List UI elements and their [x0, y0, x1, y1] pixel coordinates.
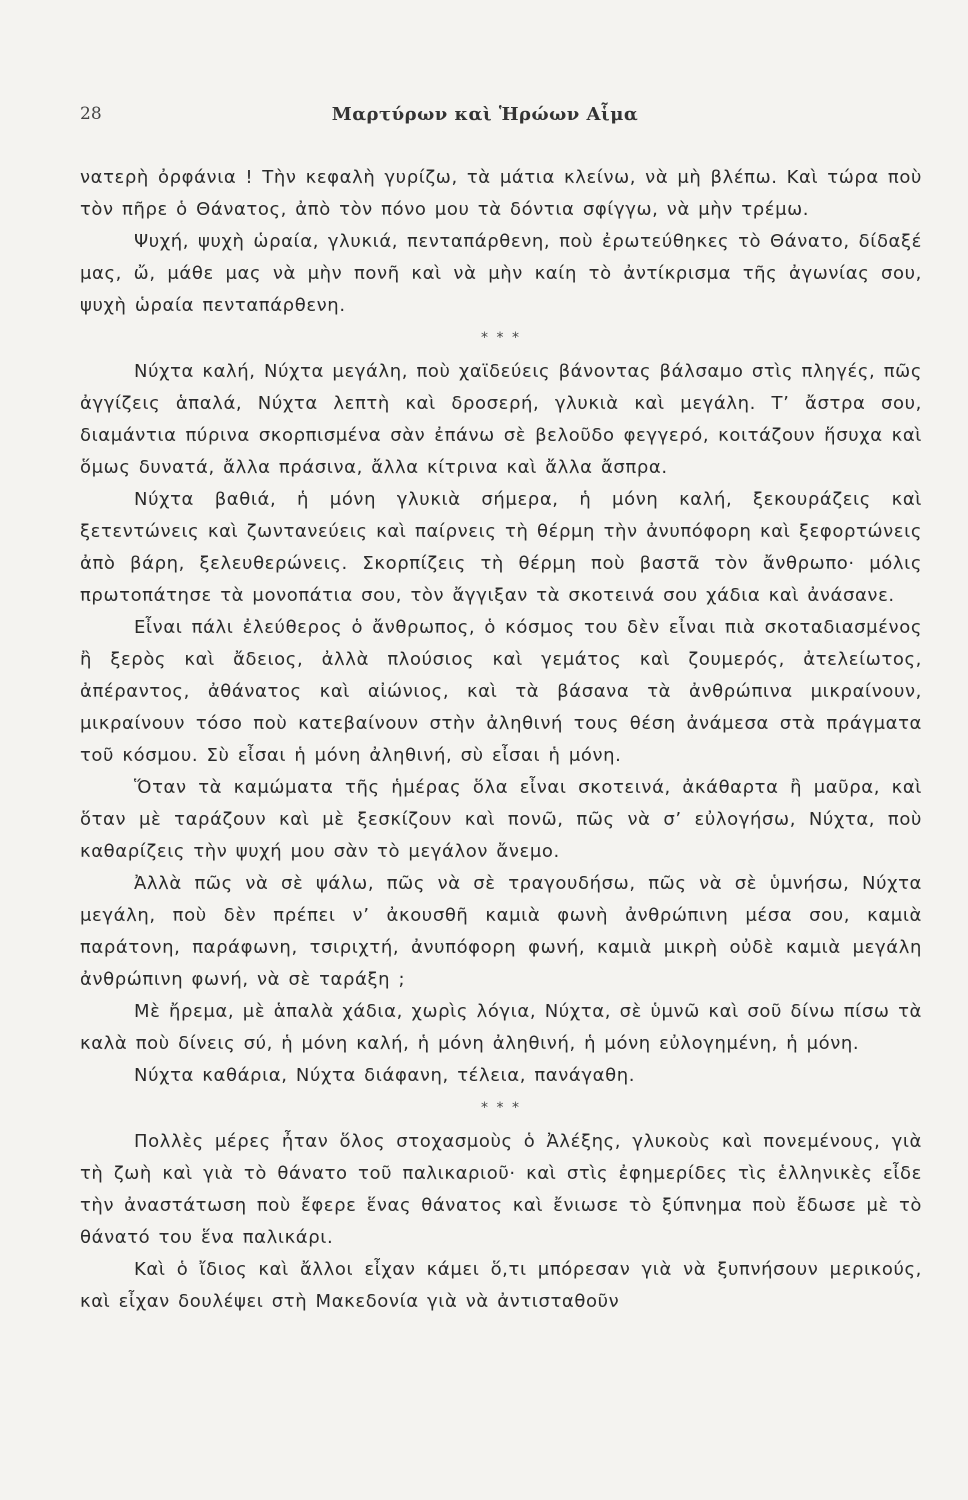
paragraph-8: Μὲ ἤρεμα, μὲ ἁπαλὰ χάδια, χωρὶς λόγια, Νύχτα, σὲ ὑμνῶ καὶ σοῦ δίνω πίσω τὰ καλὰ ποὺ δίνεις σύ, ἡ μόνη καλή, ἡ μόνη ἀληθινή, ἡ μόνη εὐλογημένη, ἡ μόνη.	[80, 1001, 922, 1054]
page-number: 28	[80, 104, 102, 124]
section-separator-2: * * *	[481, 1100, 521, 1116]
running-title: Μαρτύρων καὶ Ἡρώων Αἷμα	[331, 104, 639, 125]
paragraph-10: Πολλὲς μέρες ἦταν ὅλος στοχασμοὺς ὁ Ἀλέξης, γλυκοὺς καὶ πονεμένους, γιὰ τὴ ζωὴ καὶ γιὰ τὸ θάνατο τοῦ παλικαριοῦ· καὶ στὶς ἐφημερίδες τὶς ἑλληνικὲς εἶδε τὴν ἀναστάτωση ποὺ ἔφερε ἕνας θάνατος καὶ ἔνιωσε τὸ ξύπνημα ποὺ ἔδωσε μὲ τὸ θάνατό του ἕνα παλικάρι.	[80, 1131, 922, 1248]
paragraph-5: Εἶναι πάλι ἐλεύθερος ὁ ἄνθρωπος, ὁ κόσμος του δὲν εἶναι πιὰ σκοταδιασμένος ἢ ξερὸς καὶ ἄδειος, ἀλλὰ πλούσιος καὶ γεμάτος καὶ ζουμερός, ἀτελείωτος, ἀπέραντος, ἀθάνατος καὶ αἰώνιος, καὶ τὰ βάσανα τὰ ἀνθρώπινα μικραίνουν, μικραίνουν τόσο ποὺ κατεβαίνουν στὴν ἀληθινή τους θέση ἀνάμεσα στὰ πράγματα τοῦ κόσμου. Σὺ εἶσαι ἡ μόνη ἀληθινή, σὺ εἶσαι ἡ μόνη.	[80, 617, 922, 766]
page-header	[78, 98, 892, 134]
paragraph-2: Ψυχή, ψυχὴ ὡραία, γλυκιά, πενταπάρθενη, ποὺ ἐρωτεύθηκες τὸ Θάνατο, δίδαξέ μας, ὤ, μάθε μας νὰ μὴν πονῆ καὶ νὰ μὴν καίη τὸ ἀντίκρισμα τῆς ἀγωνίας σου, ψυχὴ ὡραία πενταπάρθενη.	[80, 231, 922, 316]
paragraph-11: Καὶ ὁ ἴδιος καὶ ἄλλοι εἶχαν κάμει ὅ,τι μπόρεσαν γιὰ νὰ ξυπνήσουν μερικούς, καὶ εἶχαν δουλέψει στὴ Μακεδονία γιὰ νὰ ἀντισταθοῦν	[80, 1259, 922, 1312]
paragraph-4: Νύχτα βαθιά, ἡ μόνη γλυκιὰ σήμερα, ἡ μόνη καλή, ξεκουράζεις καὶ ξετεντώνεις καὶ ζωντανεύεις καὶ παίρνεις τὴ θέρμη τὴν ἀνυπόφορη καὶ ξεφορτώνεις ἀπὸ βάρη, ξελευθερώνεις. Σκορπίζεις τὴ θέρμη ποὺ βαστᾶ τὸν ἄνθρωπο· μόλις πρωτοπάτησε τὰ μονοπάτια σου, τὸν ἄγγιξαν τὰ σκοτεινά σου χάδια καὶ ἀνάσανε.	[80, 489, 922, 606]
paragraph-9: Νύχτα καθάρια, Νύχτα διάφανη, τέλεια, πανάγαθη.	[134, 1065, 636, 1086]
paragraph-7: Ἀλλὰ πῶς νὰ σὲ ψάλω, πῶς νὰ σὲ τραγουδήσω, πῶς νὰ σὲ ὑμνήσω, Νύχτα μεγάλη, ποὺ δὲν πρέπει ν’ ἀκουσθῆ καμιὰ φωνὴ ἀνθρώπινη μέσα σου, καμιὰ παράτονη, παράφωνη, τσιριχτή, ἀνυπόφορη φωνή, καμιὰ μικρὴ οὐδὲ καμιὰ μεγάλη ἀνθρώπινη φωνή, νὰ σὲ ταράξη ;	[80, 873, 922, 990]
page-body	[80, 162, 922, 1318]
section-separator-1: * * *	[481, 330, 521, 346]
paragraph-1: νατερὴ ὀρφάνια ! Τὴν κεφαλὴ γυρίζω, τὰ μάτια κλείνω, νὰ μὴ βλέπω. Καὶ τώρα ποὺ τὸν πῆρε ὁ Θάνατος, ἀπὸ τὸν πόνο μου τὰ δόντια σφίγγω, νὰ μὴν τρέμω.	[80, 167, 922, 220]
paragraph-3: Νύχτα καλή, Νύχτα μεγάλη, ποὺ χαϊδεύεις βάνοντας βάλσαμο στὶς πληγές, πῶς ἀγγίζεις ἁπαλά, Νύχτα λεπτὴ καὶ δροσερή, γλυκιὰ καὶ μεγάλη. Τ’ ἄστρα σου, διαμάντια πύρινα σκορπισμένα σὰν ἐπάνω σὲ βελοῦδο φεγγερό, κοιτάζουν ἥσυχα καὶ ὅμως δυνατά, ἄλλα πράσινα, ἄλλα κίτρινα καὶ ἄλλα ἄσπρα.	[80, 361, 922, 478]
paragraph-6: Ὅταν τὰ καμώματα τῆς ἡμέρας ὅλα εἶναι σκοτεινά, ἀκάθαρτα ἢ μαῦρα, καὶ ὅταν μὲ ταράζουν καὶ μὲ ξεσκίζουν καὶ πονῶ, πῶς νὰ σ’ εὐλογήσω, Νύχτα, ποὺ καθαρίζεις τὴν ψυχή μου σὰν τὸ μεγάλον ἄνεμο.	[80, 777, 922, 862]
